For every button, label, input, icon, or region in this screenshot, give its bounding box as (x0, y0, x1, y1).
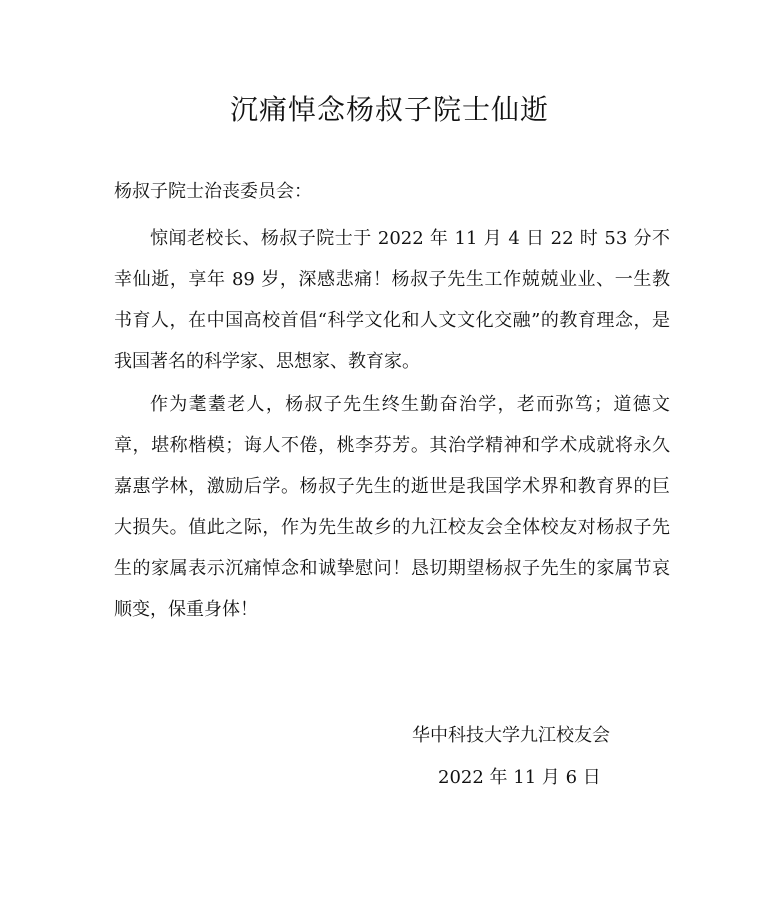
page-title: 沉痛悼念杨叔子院士仙逝 (229, 93, 549, 126)
salutation: 杨叔子院士治丧委员会： (114, 181, 312, 202)
body-paragraph-1: 惊闻老校长、杨叔子院士于 2022 年 11 月 4 日 22 时 53 分不幸仙逝，享年 89 岁，深感悲痛！杨叔子先生工作兢兢业业、一生教书育人，在中国高校首倡“科学文化和人文文化交融”的教育理念，是我国著名的科学家、思想家、教育家。 (114, 228, 670, 372)
letter-date: 2022 年 11 月 6 日 (438, 767, 601, 788)
signature: 华中科技大学九江校友会 (412, 725, 610, 746)
body-paragraph-2: 作为耄耋老人，杨叔子先生终生勤奋治学，老而弥笃；道德文章，堪称楷模；诲人不倦，桃李芬芳。其治学精神和学术成就将永久嘉惠学林，激励后学。杨叔子先生的逝世是我国学术界和教育界的巨大损失。值此之际，作为先生故乡的九江校友会全体校友对杨叔子先生的家属表示沉痛悼念和诚挚慰问！恳切期望杨叔子先生的家属节哀顺变，保重身体！ (114, 394, 670, 620)
